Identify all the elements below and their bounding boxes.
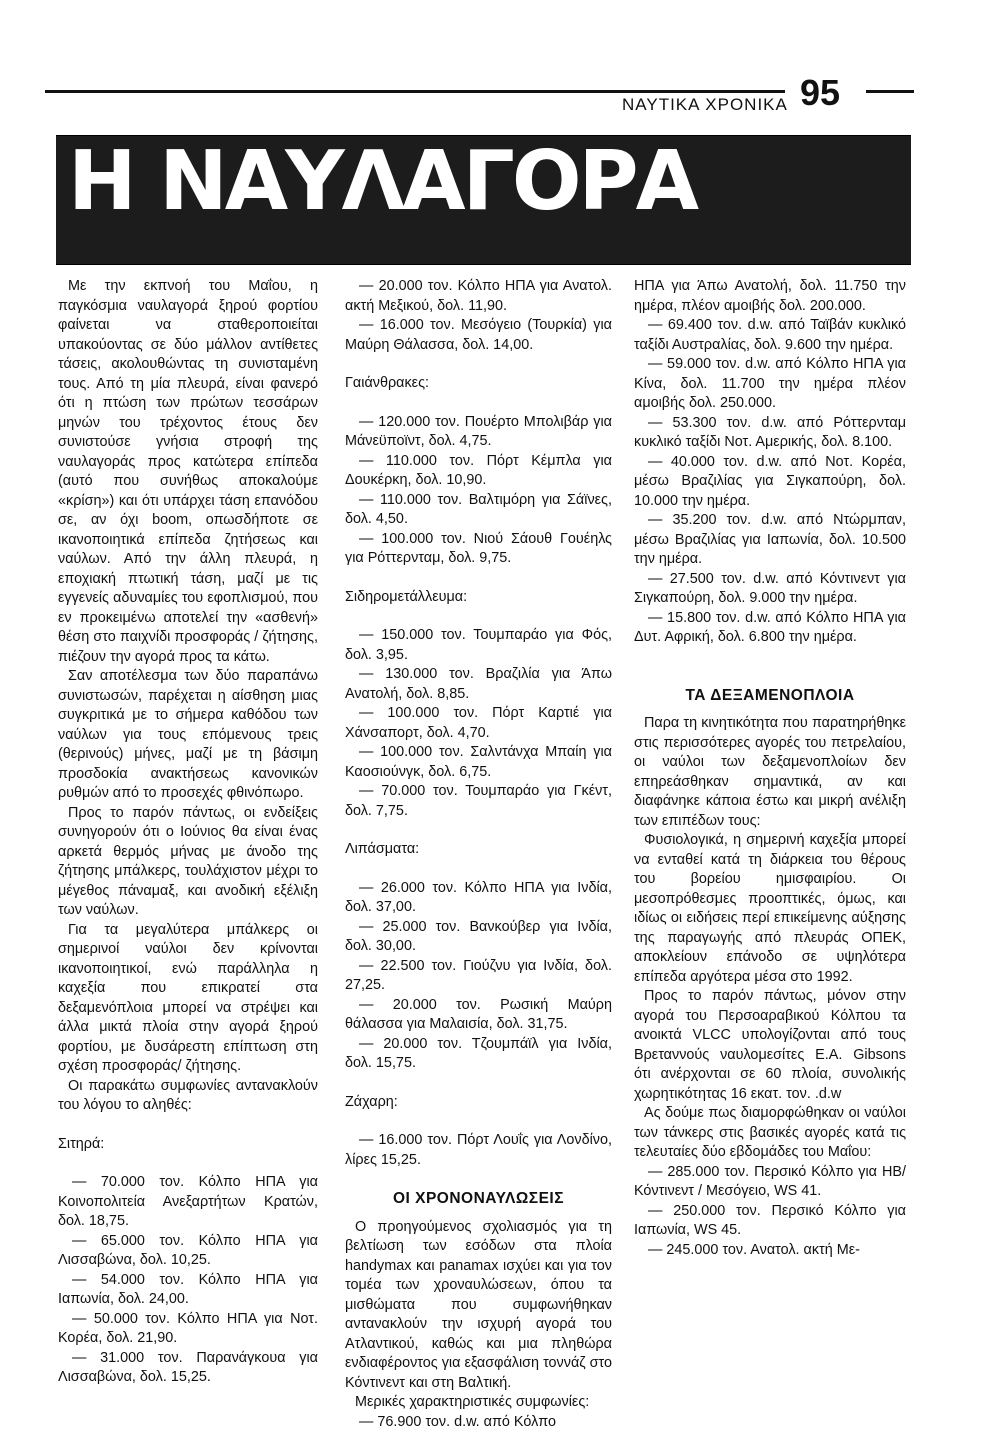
list-item: — 100.000 τον. Πόρτ Καρτιέ για Χάνσαπορτ, δολ. 4,70.: [345, 704, 612, 743]
list-item: — 31.000 τον. Παρανάγκουα για Λισσαβώνα, δολ. 15,25.: [58, 1349, 318, 1388]
header-rule-left: [45, 90, 785, 93]
list-item: — 100.000 τον. Σαλντάνχα Μπαίη για Καοσιούνγκ, δολ. 6,75.: [345, 743, 612, 782]
column-1: [58, 277, 318, 1388]
list-item: — 35.200 τον. d.w. από Ντώρμπαν, μέσω Βραζιλίας για Ιαπωνία, δολ. 10.500 την ημέρα.: [634, 511, 906, 570]
list-item: — 250.000 τον. Περσικό Κόλπο για Ιαπωνία, WS 45.: [634, 1202, 906, 1241]
list-item: — 16.000 τον. Πόρτ Λουΐς για Λονδίνο, λίρες 15,25.: [345, 1131, 612, 1170]
list-item: — 110.000 τον. Βαλτιμόρη για Σάϊνες, δολ. 4,50.: [345, 491, 612, 530]
list-item: — 26.000 τον. Κόλπο ΗΠΑ για Ινδία, δολ. 37,00.: [345, 879, 612, 918]
list-item: — 40.000 τον. d.w. από Νοτ. Κορέα, μέσω Βραζιλίας για Σιγκαπούρη, δολ. 10.000 την ημέρα.: [634, 453, 906, 512]
list-item: — 16.000 τον. Μεσόγειο (Τουρκία) για Μαύρη Θάλασσα, δολ. 14,00.: [345, 316, 612, 355]
column-3: [634, 277, 906, 1260]
list-item: — 110.000 τον. Πόρτ Κέμπλα για Δουκέρκη, δολ. 10,90.: [345, 452, 612, 491]
paragraph: Φυσιολογικά, η σημερινή καχεξία μπορεί να ενταθεί κατά τη διάρκεια του θέρους του βορείου ημισφαιρίου. Οι μεσοπρόθεσμες προοπτικές, όμως, και ιδίως οι ειδήσεις περί επικείμενης αύξησης της παραγωγής από πλευράς ΟΠΕΚ, αποκλείουν επάνοδο σε υψηλότερα επίπεδα αργότερα μέσα στο 1992.: [634, 831, 906, 987]
paragraph: Σαν αποτέλεσμα των δύο παραπάνω συνιστωσών, παρέχεται η αίσθηση μιας συγκριτικά με το σήμερα καθόδου των ναύλων για τους επόμενους τρεις (θερινούς) μήνες, μαζί με τη βάσιμη προσδοκία ανακτήσεως κανονικών ρυθμών από το προσεχές φθινόπωρο.: [58, 667, 318, 804]
paragraph: Μερικές χαρακτηριστικές συμφωνίες:: [345, 1393, 612, 1413]
list-item: — 15.800 τον. d.w. από Κόλπο ΗΠΑ για Δυτ. Αφρική, δολ. 6.800 την ημέρα.: [634, 609, 906, 648]
list-item: — 65.000 τον. Κόλπο ΗΠΑ για Λισσαβώνα, δολ. 10,25.: [58, 1232, 318, 1271]
list-item: — 20.000 τον. Τζουμπάϊλ για Ινδία, δολ. 15,75.: [345, 1035, 612, 1074]
list-item: — 54.000 τον. Κόλπο ΗΠΑ για Ιαπωνία, δολ. 24,00.: [58, 1271, 318, 1310]
list-item: — 53.300 τον. d.w. από Ρόττερνταμ κυκλικό ταξίδι Νοτ. Αμερικής, δολ. 8.100.: [634, 414, 906, 453]
list-item: — 285.000 τον. Περσικό Κόλπο για ΗΒ/ Κόντινεντ / Μεσόγειο, WS 41.: [634, 1163, 906, 1202]
list-item: — 130.000 τον. Βραζιλία για Άπω Ανατολή, δολ. 8,85.: [345, 665, 612, 704]
list-item: — 59.000 τον. d.w. από Κόλπο ΗΠΑ για Κίνα, δολ. 11.700 την ημέρα πλέον αμοιβής δολ. 250.000.: [634, 355, 906, 414]
section-label-fertilizers: Λιπάσματα:: [345, 840, 612, 860]
list-item: — 120.000 τον. Πουέρτο Μπολιβάρ για Μάνεϋποϊντ, δολ. 4,75.: [345, 413, 612, 452]
list-item: — 245.000 τον. Ανατολ. ακτή Με-: [634, 1241, 906, 1261]
paragraph: Οι παρακάτω συμφωνίες αντανακλούν του λόγου το αληθές:: [58, 1077, 318, 1116]
list-item: — 25.000 τον. Βανκούβερ για Ινδία, δολ. 30,00.: [345, 918, 612, 957]
section-label-sugar: Ζάχαρη:: [345, 1093, 612, 1113]
paragraph: Προς το παρόν πάντως, οι ενδείξεις συνηγορούν ότι ο Ιούνιος θα είναι ένας αρκετά θερμός μήνας με άνοδο της ζήτησης μπάλκερς, τουλάχιστον μέχρι το μέγεθος πάναμαξ, και ανοδική εξέλιξη των ναύλων.: [58, 804, 318, 921]
section-heading-timecharters: ΟΙ ΧΡΟΝΟΝΑΥΛΩΣΕΙΣ: [345, 1189, 612, 1209]
list-item: — 22.500 τον. Γιούζνυ για Ινδία, δολ. 27,25.: [345, 957, 612, 996]
paragraph: Με την εκπνοή του Μαΐου, η παγκόσμια ναυλαγορά ξηρού φορτίου φαίνεται να σταθεροποιείται υπακούοντας σε δύο μάλλον αντίθετες τάσεις, ακολουθώντας τη συνισταμένη τους. Από τη μία πλευρά, είναι φανερό ότι η πτώση των πρώτων τεσσάρων μηνών του τρέχοντος έτους δεν συνιστούσε γνήσια στροφή της ναυλαγοράς προς κατώτερα επίπεδα (αυτό που συνήθως αποκαλούμε «κρίση») και ότι υπάρχει τάση επανόδου σε, αν όχι boom, οπωσδήποτε σε ικανοποιητικά επίπεδα ζητήσεως και ναύλων. Από την άλλη πλευρά, η εποχιακή πτωτική τάση, μαζί με τις εγγενείς αδυναμίες του εφοπλισμού, που εν προκειμένω αποτελεί την «ασθενή» θέση στο παιχνίδι προσφοράς / ζήτησης, πιέζουν την αγορά προς τα κάτω.: [58, 277, 318, 667]
list-item: — 20.000 τον. Ρωσική Μαύρη θάλασσα για Μαλαισία, δολ. 31,75.: [345, 996, 612, 1035]
list-item: — 50.000 τον. Κόλπο ΗΠΑ για Νοτ. Κορέα, δολ. 21,90.: [58, 1310, 318, 1349]
page-number: 95: [800, 72, 840, 114]
paragraph: Προς το παρόν πάντως, μόνον στην αγορά του Περσοαραβικού Κόλπου τα ανοικτά VLCC υπολογίζονται από τους Βρεταννούς ναυλομεσίτες E.A. Gibsons ότι ανέρχονται σε 60 πλοία, συνολικής χωρητικότητας 16 εκατ. τον. .d.w: [634, 987, 906, 1104]
list-item: — 69.400 τον. d.w. από Ταϊβάν κυκλικό ταξίδι Αυστραλίας, δολ. 9.600 την ημέρα.: [634, 316, 906, 355]
list-item: — 70.000 τον. Τουμπαράο για Γκέντ, δολ. 7,75.: [345, 782, 612, 821]
paragraph: Ας δούμε πως διαμορφώθηκαν οι ναύλοι των τάνκερς στις βασικές αγορές κατά τις τελευταίες δύο εβδομάδες του Μαΐου:: [634, 1104, 906, 1163]
list-item: — 27.500 τον. d.w. από Κόντινεντ για Σιγκαπούρη, δολ. 9.000 την ημέρα.: [634, 570, 906, 609]
paragraph: Για τα μεγαλύτερα μπάλκερς οι σημερινοί ναύλοι δεν κρίνονται ικανοποιητικοί, ενώ παράλληλα η καχεξία που επικρατεί στα δεξαμενόπλοια μπορεί να στρέψει και άλλα μικτά πλοία στην αγορά ξηρού φορτίου, με δυσάρεστη επίπτωση στη σχέση προσφοράς/ ζήτησης.: [58, 921, 318, 1077]
section-label-coal: Γαιάνθρακες:: [345, 374, 612, 394]
list-item: — 100.000 τον. Νιού Σάουθ Γουέηλς για Ρόττερνταμ, δολ. 9,75.: [345, 530, 612, 569]
list-item: ΗΠΑ για Άπω Ανατολή, δολ. 11.750 την ημέρα, πλέον αμοιβής δολ. 200.000.: [634, 277, 906, 316]
list-item: — 76.900 τον. d.w. από Κόλπο: [345, 1413, 612, 1432]
list-item: — 70.000 τον. Κόλπο ΗΠΑ για Κοινοπολιτεία Ανεξαρτήτων Κρατών, δολ. 18,75.: [58, 1173, 318, 1232]
paragraph: Ο προηγούμενος σχολιασμός για τη βελτίωση των εσόδων στα πλοία handymax και panamax ισχύει και για τον τομέα των χροναυλώσεων, όπου τα μισθώματα που συμφωνήθηκαν αντανακλούν την ισχυρή αγορά του Ατλαντικού, καθώς και μια πληθώρα ενδιαφέροντος για εξασφάλιση τοννάζ στο Κόντινεντ και στη Βαλτική.: [345, 1218, 612, 1394]
list-item: — 150.000 τον. Τουμπαράο για Φός, δολ. 3,95.: [345, 626, 612, 665]
title-banner: [56, 135, 911, 265]
section-label-ore: Σιδηρομετάλλευμα:: [345, 588, 612, 608]
page-title: Η ΝΑΥΛΑΓΟΡΑ: [68, 136, 696, 228]
column-2: [345, 277, 612, 1432]
journal-name: ΝΑΥΤΙΚΑ ΧΡΟΝΙΚΑ: [622, 95, 788, 115]
paragraph: Παρα τη κινητικότητα που παρατηρήθηκε στις περισσότερες αγορές του πετρελαίου, οι ναύλοι των δεξαμενοπλοίων δεν επηρεάσθηκαν σημαντικά, αν και διαφάνηκε κάποια έστω και μικρή ανέλιξη των επιπέδων τους:: [634, 714, 906, 831]
list-item: — 20.000 τον. Κόλπο ΗΠΑ για Ανατολ. ακτή Μεξικού, δολ. 11,90.: [345, 277, 612, 316]
header-rule-right: [866, 90, 914, 93]
section-heading-tankers: ΤΑ ΔΕΞΑΜΕΝΟΠΛΟΙΑ: [634, 686, 906, 706]
section-label-grain: Σιτηρά:: [58, 1135, 318, 1155]
